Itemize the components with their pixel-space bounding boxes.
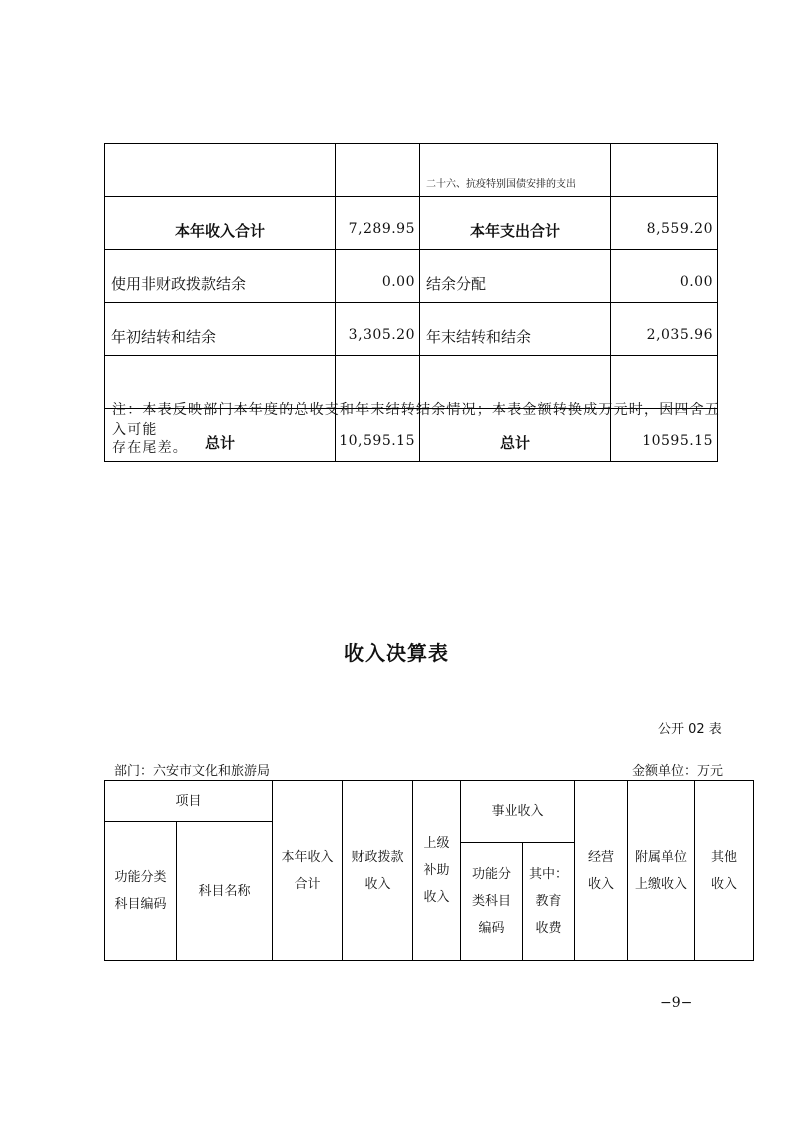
- note-line-1: 注：本表反映部门本年度的总收支和年末结转结余情况；本表金额转换成万元时，因四舍五入可能: [112, 402, 720, 438]
- left-label-cell: 年初结转和结余: [105, 303, 336, 356]
- header-func-code: 功能分类 科目编码: [105, 822, 177, 961]
- income-table: [104, 780, 754, 961]
- header-superior: 上级 补助 收入: [413, 781, 461, 961]
- right-label-cell: 总计: [420, 409, 611, 462]
- left-label-cell: 本年收入合计: [105, 197, 336, 250]
- table-row: [105, 250, 718, 303]
- header-total-income: 本年收入 合计: [273, 781, 343, 961]
- header-business-func-code: 功能分 类科目 编码: [461, 843, 523, 961]
- unit-label: 金额单位：万元: [632, 764, 724, 779]
- left-value-cell: 10,595.15: [336, 409, 420, 462]
- table-row: [105, 144, 718, 197]
- header-affiliated: 附属单位 上缴收入: [628, 781, 695, 961]
- left-value-cell: 3,305.20: [336, 303, 420, 356]
- department-label: 部门：六安市文化和旅游局: [114, 764, 271, 779]
- right-label-cell: 结余分配: [420, 250, 611, 303]
- left-label-cell: 总计: [105, 409, 336, 462]
- right-label-cell: 本年支出合计: [420, 197, 611, 250]
- right-value-cell: 2,035.96: [611, 303, 718, 356]
- header-business-edu-fee: 其中： 教育 收费: [523, 843, 575, 961]
- table-row: [105, 781, 754, 822]
- right-value-cell: 0.00: [611, 250, 718, 303]
- left-value-cell: [336, 144, 420, 197]
- left-value-cell: 0.00: [336, 250, 420, 303]
- right-label-cell: 年末结转和结余: [420, 303, 611, 356]
- left-value-cell: 7,289.95: [336, 197, 420, 250]
- right-value-cell: [611, 144, 718, 197]
- left-label-cell: 使用非财政拨款结余: [105, 250, 336, 303]
- right-value-cell: 10595.15: [611, 409, 718, 462]
- table-code: 公开 02 表: [658, 722, 722, 737]
- right-value-cell: 8,559.20: [611, 197, 718, 250]
- right-label-cell: 二十六、抗疫特别国债安排的支出: [420, 144, 611, 197]
- page-number: −9−: [660, 995, 693, 1011]
- table-row: [105, 303, 718, 356]
- header-item: 项目: [105, 781, 273, 822]
- left-label-cell: [105, 144, 336, 197]
- table-row: [105, 197, 718, 250]
- header-operating: 经营 收入: [575, 781, 628, 961]
- note-line-2: 存在尾差。: [112, 440, 188, 456]
- header-other: 其他 收入: [695, 781, 754, 961]
- header-subject-name: 科目名称: [177, 822, 273, 961]
- page-title: 收入决算表: [344, 641, 449, 665]
- header-business: 事业收入: [461, 781, 575, 843]
- header-fiscal: 财政拨款 收入: [343, 781, 413, 961]
